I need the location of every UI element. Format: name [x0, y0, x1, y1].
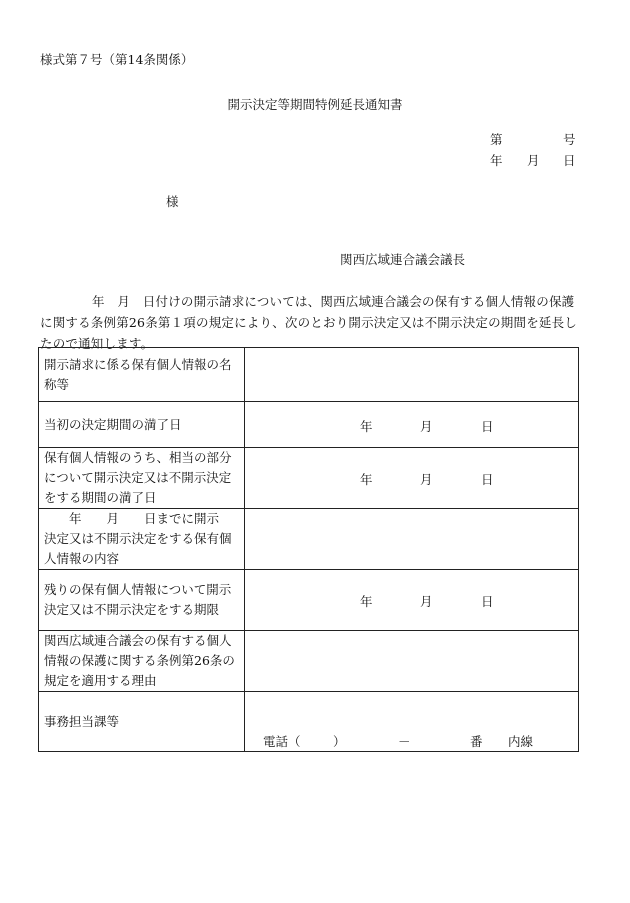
notice-table [38, 347, 579, 752]
row-value [245, 348, 579, 402]
month-label: 月 [420, 418, 433, 434]
row-label: 当初の決定期間の満了日 [39, 402, 245, 448]
table-row [39, 692, 579, 752]
table-row [39, 570, 579, 631]
phone-dash: － [398, 734, 411, 749]
year-label: 年 [360, 594, 373, 609]
row-label [39, 509, 245, 570]
issue-year: 年 [490, 153, 503, 168]
row-value [245, 631, 579, 692]
form-number: 様式第７号（第14条関係） [40, 52, 194, 67]
row-value [245, 570, 579, 631]
phone-line [263, 732, 573, 748]
issue-number-prefix: 第 [490, 132, 503, 147]
row-value [245, 509, 579, 570]
row-value [245, 448, 579, 509]
table-row [39, 631, 579, 692]
year-label: 年 [360, 472, 373, 487]
issue-day: 日 [563, 153, 576, 168]
row-label: 関西広域連合議会の保有する個人情報の保護に関する条例第26条の規定を適用する理由 [39, 631, 245, 692]
row-label-rest: 決定又は不開示決定をする保有個人情報の内容 [44, 531, 232, 566]
row-value [245, 402, 579, 448]
table-row [39, 448, 579, 509]
row-label: 開示請求に係る保有個人情報の名称等 [39, 348, 245, 402]
addressee: 様 [166, 194, 179, 209]
phone-close-paren: ） [333, 734, 346, 749]
document-title: 開示決定等期間特例延長通知書 [227, 97, 403, 112]
day-label: 日 [481, 594, 494, 609]
year-label: 年 [360, 418, 373, 434]
issue-month: 月 [527, 153, 540, 168]
body-text: 年 月 日付けの開示請求については、関西広域連合議会の保有する個人情報の保護に関する条例第26条第１項の規定により、次のとおり開示決定又は不開示決定の期間を延長したので通知します。 [40, 294, 578, 351]
row-label: 事務担当課等 [39, 692, 245, 752]
phone-label: 電話（ [263, 734, 301, 749]
month-label: 月 [420, 594, 433, 609]
table-row [39, 509, 579, 570]
issue-number-suffix: 号 [563, 132, 576, 147]
extension-label: 内線 [508, 734, 534, 749]
month-label: 月 [420, 472, 433, 487]
row-label-date: 年 月 日までに開示 [69, 511, 220, 526]
row-label: 残りの保有個人情報について開示決定又は不開示決定をする期限 [39, 570, 245, 631]
day-label: 日 [481, 472, 494, 487]
day-label: 日 [481, 418, 494, 434]
table-row [39, 402, 579, 448]
sender: 関西広域連合議会議長 [340, 252, 466, 267]
phone-number-suffix: 番 [470, 734, 483, 749]
row-label: 保有個人情報のうち、相当の部分について開示決定又は不開示決定をする期間の満了日 [39, 448, 245, 509]
table-row [39, 348, 579, 402]
contact-cell [245, 692, 579, 752]
